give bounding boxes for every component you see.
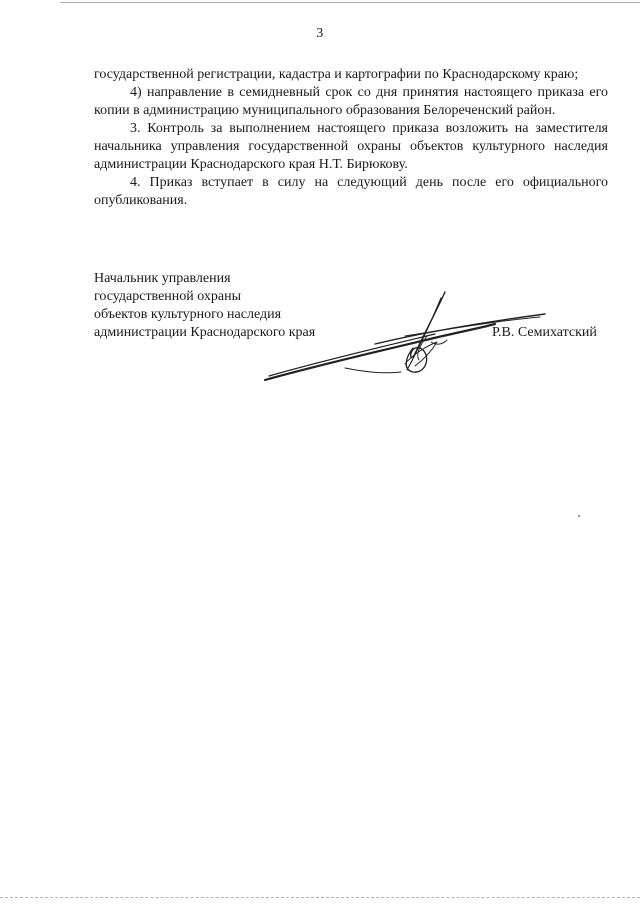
- signatory-title-line: Начальник управления: [94, 271, 231, 286]
- signatory-name: Р.В. Семихатский: [492, 325, 597, 340]
- paragraph-clause-3-control: 3. Контроль за выполнением настоящего приказа возложить на заместителя начальника управления государственной охраны объектов культурного наследия администрации Краснодарского края Н.Т. Бирюкову.: [94, 121, 608, 172]
- paragraph-registration-continuation: государственной регистрации, кадастра и картографии по Краснодарскому краю;: [94, 67, 579, 82]
- signatory-title-line: объектов культурного наследия: [94, 307, 282, 322]
- page-number: 3: [316, 26, 324, 41]
- paragraph-item-4-copy-dispatch: 4) направление в семидневный срок со дня принятия настоящего приказа его копии в администрацию муниципального образования Белореченский район.: [94, 85, 608, 118]
- paragraph-clause-4-entry-into-force: 4. Приказ вступает в силу на следующий день после его официального опубликования.: [94, 175, 608, 208]
- scan-edge-bottom: [0, 897, 640, 898]
- signatory-title-line: государственной охраны: [94, 289, 242, 304]
- scan-speck: [578, 515, 580, 517]
- scan-edge-top: [60, 2, 640, 3]
- document-body: [94, 66, 608, 210]
- signatory-title-line: администрации Краснодарского края: [94, 325, 316, 340]
